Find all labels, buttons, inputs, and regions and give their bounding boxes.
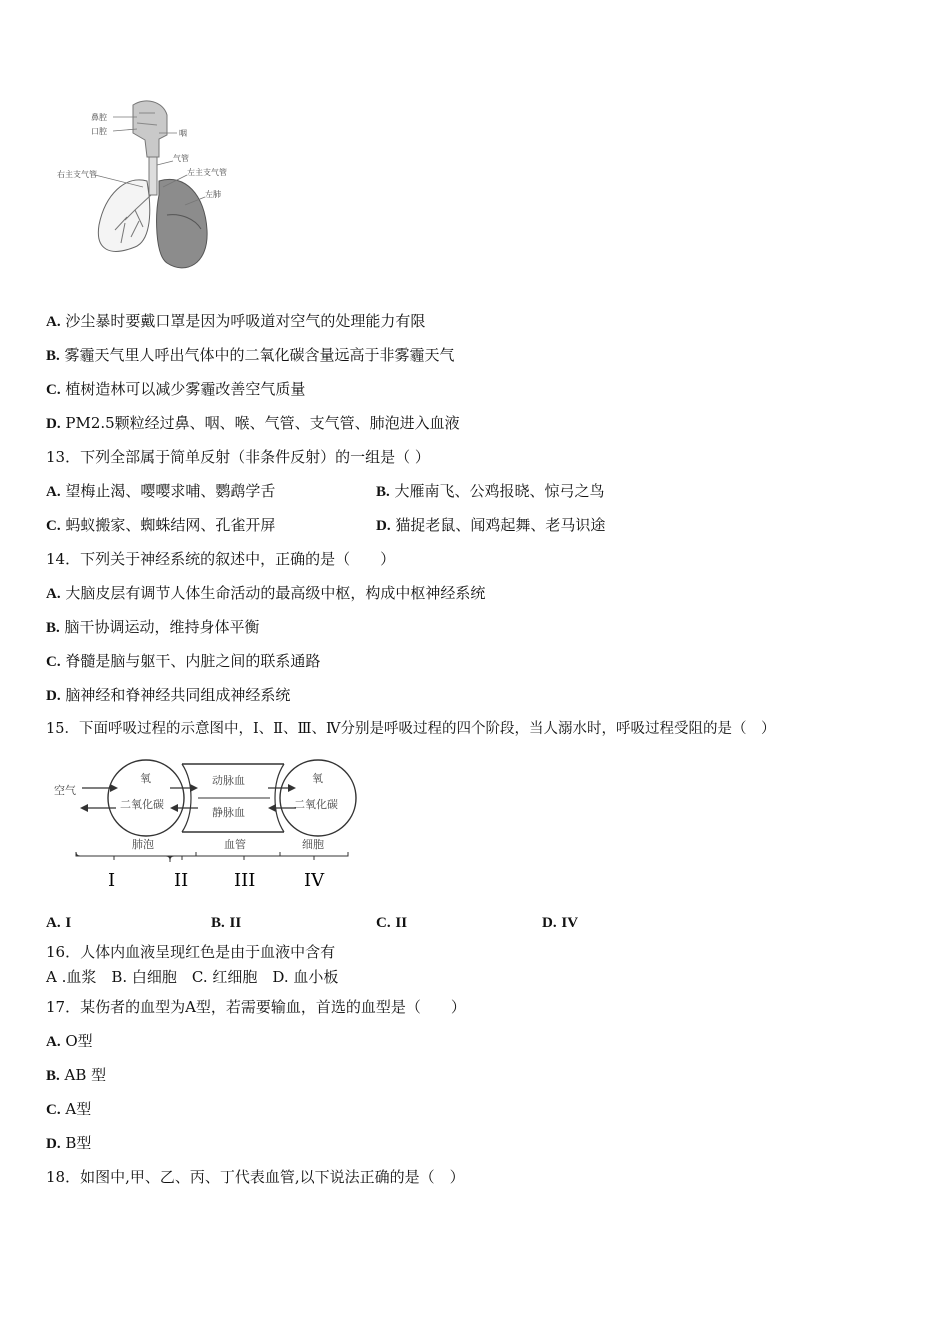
q12-option-a[interactable]: A. 沙尘暴时要戴口罩是因为呼吸道对空气的处理能力有限 — [46, 312, 426, 330]
q13-option-b[interactable]: B. 大雁南飞、公鸡报晓、惊弓之鸟 — [376, 482, 605, 500]
q15-option-a[interactable]: A. I — [46, 915, 72, 931]
label-nasal-cavity: 鼻腔 — [91, 113, 107, 122]
label-vein-blood: 静脉血 — [212, 806, 245, 819]
stage-4: IV — [304, 870, 325, 891]
label-cell: 细胞 — [302, 838, 324, 851]
q12-option-d[interactable]: D. PM2.5颗粒经过鼻、咽、喉、气管、支气管、肺泡进入血液 — [46, 414, 460, 432]
q17-stem: 17．某伤者的血型为A型，若需要输血，首选的血型是（ ） — [46, 998, 466, 1016]
q13-option-d[interactable]: D. 猫捉老鼠、闻鸡起舞、老马识途 — [376, 516, 606, 534]
stage-2: II — [174, 870, 189, 891]
label-air: 空气 — [54, 784, 76, 797]
q13-option-a[interactable]: A. 望梅止渴、嘤嘤求哺、鹦鹉学舌 — [46, 482, 276, 500]
label-o2-cell: 氧 — [312, 772, 323, 785]
q13-options-row-2 — [46, 515, 906, 536]
q16-stem: 16．人体内血液呈现红色是由于血液中含有 — [46, 943, 336, 961]
stage-1: I — [108, 870, 116, 891]
label-left-lung: 左肺 — [205, 190, 221, 199]
q14-option-c[interactable]: C. 脊髓是脑与躯干、内脏之间的联系通路 — [46, 652, 321, 670]
label-left-bronchus: 左主支气管 — [187, 168, 227, 177]
q14-option-a[interactable]: A. 大脑皮层有调节人体生命活动的最高级中枢，构成中枢神经系统 — [46, 584, 486, 602]
label-vessel: 血管 — [224, 838, 246, 851]
q14-stem: 14．下列关于神经系统的叙述中，正确的是（ ） — [46, 550, 396, 568]
label-right-bronchus: 右主支气管 — [57, 170, 97, 179]
q13-options-row-1 — [46, 481, 906, 502]
stage-3: III — [234, 870, 256, 891]
q17-option-d[interactable]: D. B型 — [46, 1134, 92, 1152]
q18-stem: 18．如图中,甲、乙、丙、丁代表血管,以下说法正确的是（ ） — [46, 1168, 465, 1186]
q13-option-c[interactable]: C. 蚂蚁搬家、蜘蛛结网、孔雀开屏 — [46, 516, 276, 534]
q13-stem: 13．下列全部属于简单反射（非条件反射）的一组是（ ） — [46, 448, 430, 466]
respiratory-system-figure — [55, 95, 255, 280]
q12-option-b[interactable]: B. 雾霾天气里人呼出气体中的二氧化碳含量远高于非雾霾天气 — [46, 346, 455, 364]
q17-option-c[interactable]: C. A型 — [46, 1100, 92, 1118]
q15-option-d[interactable]: D. IV — [542, 915, 579, 931]
label-co2-cell: 二氧化碳 — [294, 798, 338, 811]
label-o2-alveolus: 氧 — [140, 772, 151, 785]
q15-option-b[interactable]: B. II — [211, 915, 242, 931]
q14-option-b[interactable]: B. 脑干协调运动，维持身体平衡 — [46, 618, 260, 636]
label-pharynx: 咽 — [179, 129, 187, 138]
q16-options[interactable]: A .血浆 B. 白细胞 C. 红细胞 D. 血小板 — [46, 968, 339, 986]
label-alveolus: 肺泡 — [132, 838, 154, 851]
q12-option-c[interactable]: C. 植树造林可以减少雾霾改善空气质量 — [46, 380, 306, 398]
label-oral-cavity: 口腔 — [91, 127, 107, 136]
label-trachea: 气管 — [173, 154, 189, 163]
label-artery-blood: 动脉血 — [212, 774, 245, 787]
q15-option-c[interactable]: C. II — [376, 915, 408, 931]
q17-option-a[interactable]: A. O型 — [46, 1032, 93, 1050]
label-co2-alveolus: 二氧化碳 — [120, 798, 164, 811]
q17-option-b[interactable]: B. AB 型 — [46, 1066, 107, 1084]
q15-stem: 15．下面呼吸过程的示意图中，Ⅰ、Ⅱ、Ⅲ、Ⅳ分别是呼吸过程的四个阶段，当人溺水时，呼吸过程受阻的是（ ） — [46, 721, 776, 737]
respiration-process-figure — [48, 752, 368, 900]
q15-options-row — [46, 912, 906, 933]
q14-option-d[interactable]: D. 脑神经和脊神经共同组成神经系统 — [46, 686, 291, 704]
